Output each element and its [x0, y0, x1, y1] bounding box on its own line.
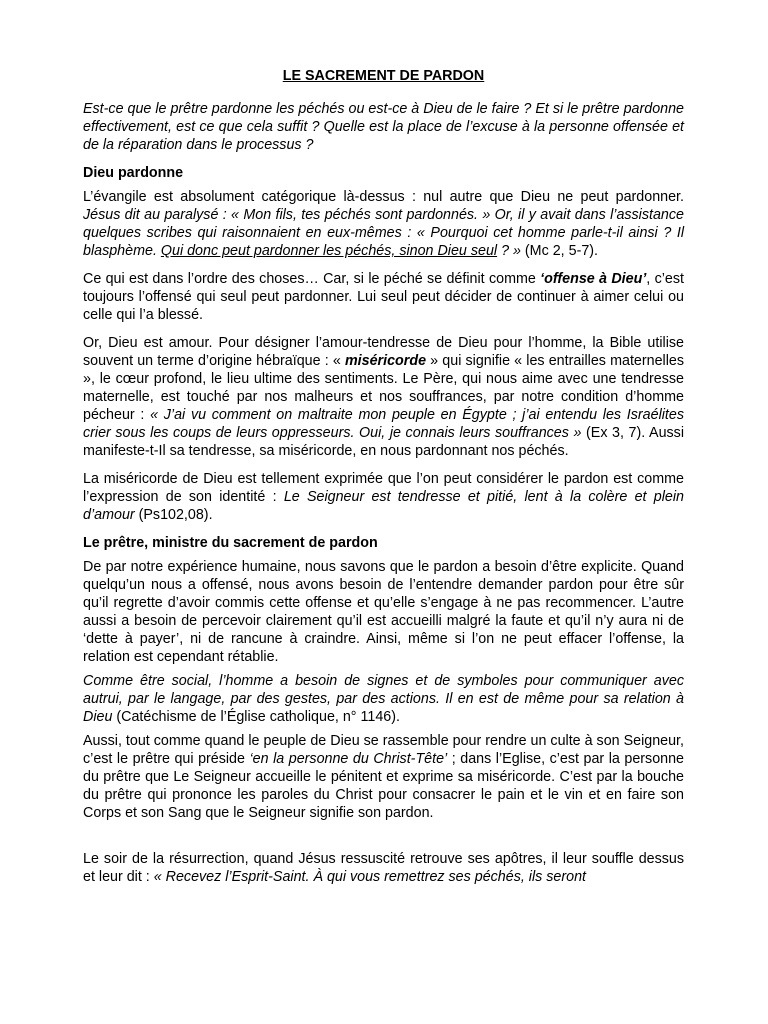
paragraph-misericorde — [83, 470, 684, 524]
quote-run: « J’ai vu comment on maltraite mon peuple en Égypte ; j’ai entendu les Israélites crier sous les coups de leurs oppresseurs. Oui, je connais leurs souffrances » — [83, 407, 684, 441]
quote-run: « Recevez l’Esprit-Saint. À qui vous remettrez ses péchés, ils seront — [153, 869, 586, 885]
text-run: La miséricorde de Dieu est tellement exprimée que l’on peut considérer le pardon est comme l’expression de son identité : — [83, 471, 684, 505]
quote-run: Comme être social, l’homme a besoin de signes et de symboles pour communiquer avec autrui, par le langage, par des gestes, par des actions. Il en est de même pour sa relation à Dieu — [83, 673, 684, 725]
paragraph-amour — [83, 334, 684, 460]
quote-run: ? » — [497, 243, 521, 259]
emphasis-run: miséricorde — [344, 353, 427, 369]
underlined-quote-run: Qui donc peut pardonner les péchés, sinon Dieu seul — [160, 243, 498, 259]
text-run: Ce qui est dans l’ordre des choses… Car, si le péché se définit comme — [83, 271, 541, 287]
paragraph-catechisme — [83, 672, 684, 726]
paragraph-gap — [83, 832, 684, 850]
emphasis-run: ‘offense à Dieu’ — [540, 271, 647, 287]
text-run: » qui signifie « les entrailles maternelles », le cœur profond, le lieu ultime des sentiments. Le Père, qui nous aime avec une tendresse maternelle, est touché par nos malheurs et nos souffrances, par notre condition d’homme pécheur : — [83, 353, 684, 423]
quote-run: ‘en la personne du Christ-Tête’ — [249, 751, 448, 767]
reference-run: (Ps102,08). — [134, 507, 213, 523]
paragraph-resurrection — [83, 850, 684, 886]
text-run: Or, Dieu est amour. Pour désigner l’amour-tendresse de Dieu pour l’homme, la Bible utilise souvent un terme d’origine hébraïque : « — [83, 335, 684, 369]
text-run: Aussi, tout comme quand le peuple de Dieu se rassemble pour rendre un culte à son Seigneur, c’est le prêtre qui préside — [83, 733, 684, 767]
paragraph-experience: De par notre expérience humaine, nous savons que le pardon a besoin d’être explicite. Quand quelqu’un nous a offensé, nous avons besoin de l’entendre demander pardon pour être sûr qu’il regrette d’avoir commis cette offense et qu’elle s’engage à ne pas recommencer. L’autre aussi a besoin de percevoir clairement qu’il est accueilli malgré la faute et qu’il n’y aura ni de ‘dette à payer’, ni de rancune à craindre. Ainsi, même si l’on ne peut effacer l’offense, la relation est cependant rétablie. — [83, 559, 684, 665]
document-title: LE SACREMENT DE PARDON — [282, 68, 485, 84]
reference-run: (Catéchisme de l’Église catholique, n° 1146). — [112, 709, 400, 725]
section-heading-dieu-pardonne: Dieu pardonne — [83, 165, 184, 181]
paragraph-pretre-preside — [83, 732, 684, 822]
intro-paragraph: Est-ce que le prêtre pardonne les péchés ou est-ce à Dieu de le faire ? Et si le prêtre pardonne effectivement, est ce que cela suffit ? Quelle est la place de l’excuse à la personne offensée et de la réparation dans le processus ? — [83, 101, 684, 153]
reference-run: (Ex 3, 7). Aussi manifeste-t-Il sa tendresse, sa miséricorde, en nous pardonnant nos péchés. — [83, 425, 684, 459]
text-run: L’évangile est absolument catégorique là-dessus : nul autre que Dieu ne peut pardonner. — [83, 189, 684, 205]
quote-run: Jésus dit au paralysé : « Mon fils, tes péchés sont pardonnés. » Or, il y avait dans l’assistance quelques scribes qui raisonnaient en eux-mêmes : « Pourquoi cet homme parle-t-il ainsi ? Il blasphème. — [83, 207, 684, 259]
text-run: , c’est toujours l’offensé qui seul peut pardonner. Lui seul peut décider de continuer à aimer celui ou celle qui l’a blessé. — [83, 271, 684, 323]
paragraph-evangile — [83, 188, 684, 260]
section-heading-pretre: Le prêtre, ministre du sacrement de pardon — [83, 535, 378, 551]
reference-run: (Mc 2, 5-7). — [520, 243, 599, 259]
text-run: Le soir de la résurrection, quand Jésus ressuscité retrouve ses apôtres, il leur souffle dessus et leur dit : — [83, 851, 684, 885]
text-run: ; dans l’Eglise, c’est par la personne du prêtre que Le Seigneur accueille le pénitent et exprime sa miséricorde. C’est par la bouche du prêtre qui prononce les paroles du Christ pour consacrer le pain et le vin et en faire son Corps et son Sang que le Seigneur signifie son pardon. — [83, 751, 684, 821]
quote-run: Le Seigneur est tendresse et pitié, lent à la colère et plein d’amour — [83, 489, 684, 523]
paragraph-offense — [83, 270, 684, 324]
